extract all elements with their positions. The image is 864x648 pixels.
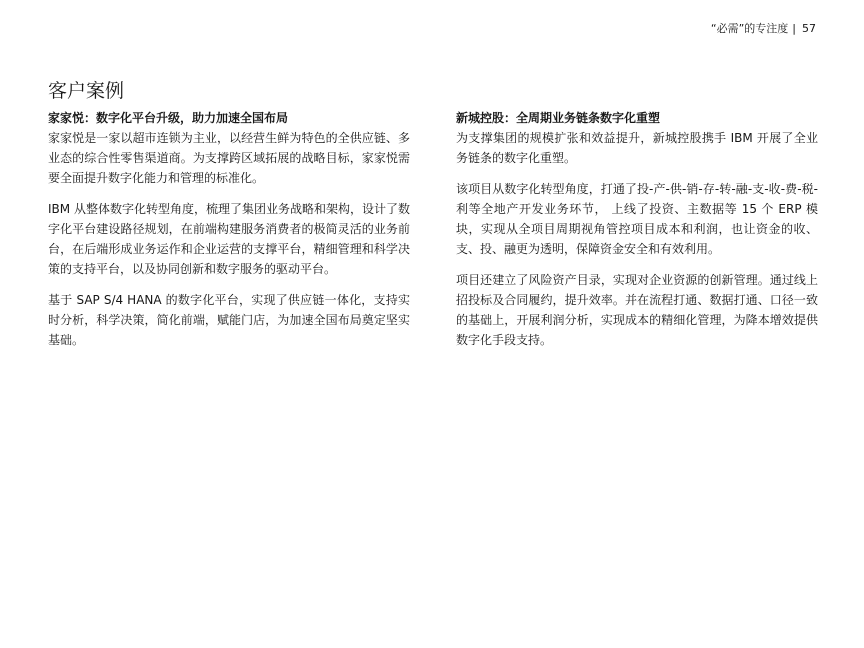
case-heading-jiajiayue: 家家悦：数字化平台升级，助力加速全国布局 bbox=[48, 111, 289, 125]
header-section-title: “必需”的专注度 bbox=[710, 22, 789, 35]
page-number: 57 bbox=[802, 22, 816, 35]
case-heading-xincheng: 新城控股：全周期业务链条数字化重塑 bbox=[456, 111, 661, 125]
right-paragraph-2: 该项目从数字化转型角度，打通了投-产-供-销-存-转-融-支-收-费-税-利等全地产开发业务环节， 上线了投资、主数据等 15 个 ERP 模块，实现从全项目周期视角管控项目成本和利润，也让资金的收、支、投、融更为透明，保障资金安全和有效利用。 bbox=[456, 182, 818, 256]
left-case-column bbox=[48, 108, 410, 361]
section-title: 客户案例 bbox=[48, 80, 125, 102]
header-separator: | bbox=[792, 22, 796, 35]
right-paragraph-1: 为支撑集团的规模扩张和效益提升，新城控股携手 IBM 开展了全业务链条的数字化重塑。 bbox=[456, 131, 818, 165]
right-paragraph-3: 项目还建立了风险资产目录，实现对企业资源的创新管理。通过线上招投标及合同履约，提升效率。并在流程打通、数据打通、口径一致的基础上，开展利润分析，实现成本的精细化管理，为降本增效提供数字化手段支持。 bbox=[456, 273, 818, 347]
left-paragraph-1: 家家悦是一家以超市连锁为主业，以经营生鲜为特色的全供应链、多业态的综合性零售渠道商。为支撑跨区域拓展的战略目标，家家悦需要全面提升数字化能力和管理的标准化。 bbox=[48, 131, 410, 185]
page-header bbox=[711, 20, 816, 36]
right-case-column bbox=[456, 108, 818, 361]
left-paragraph-3: 基于 SAP S/4 HANA 的数字化平台，实现了供应链一体化，支持实时分析，科学决策，简化前端，赋能门店，为加速全国布局奠定坚实基础。 bbox=[48, 293, 410, 347]
left-paragraph-2: IBM 从整体数字化转型角度，梳理了集团业务战略和架构，设计了数字化平台建设路径规划，在前端构建服务消费者的极简灵活的业务前台，在后端形成业务运作和企业运营的支撑平台，精细管理和科学决策的支持平台，以及协同创新和数字服务的驱动平台。 bbox=[48, 202, 410, 276]
